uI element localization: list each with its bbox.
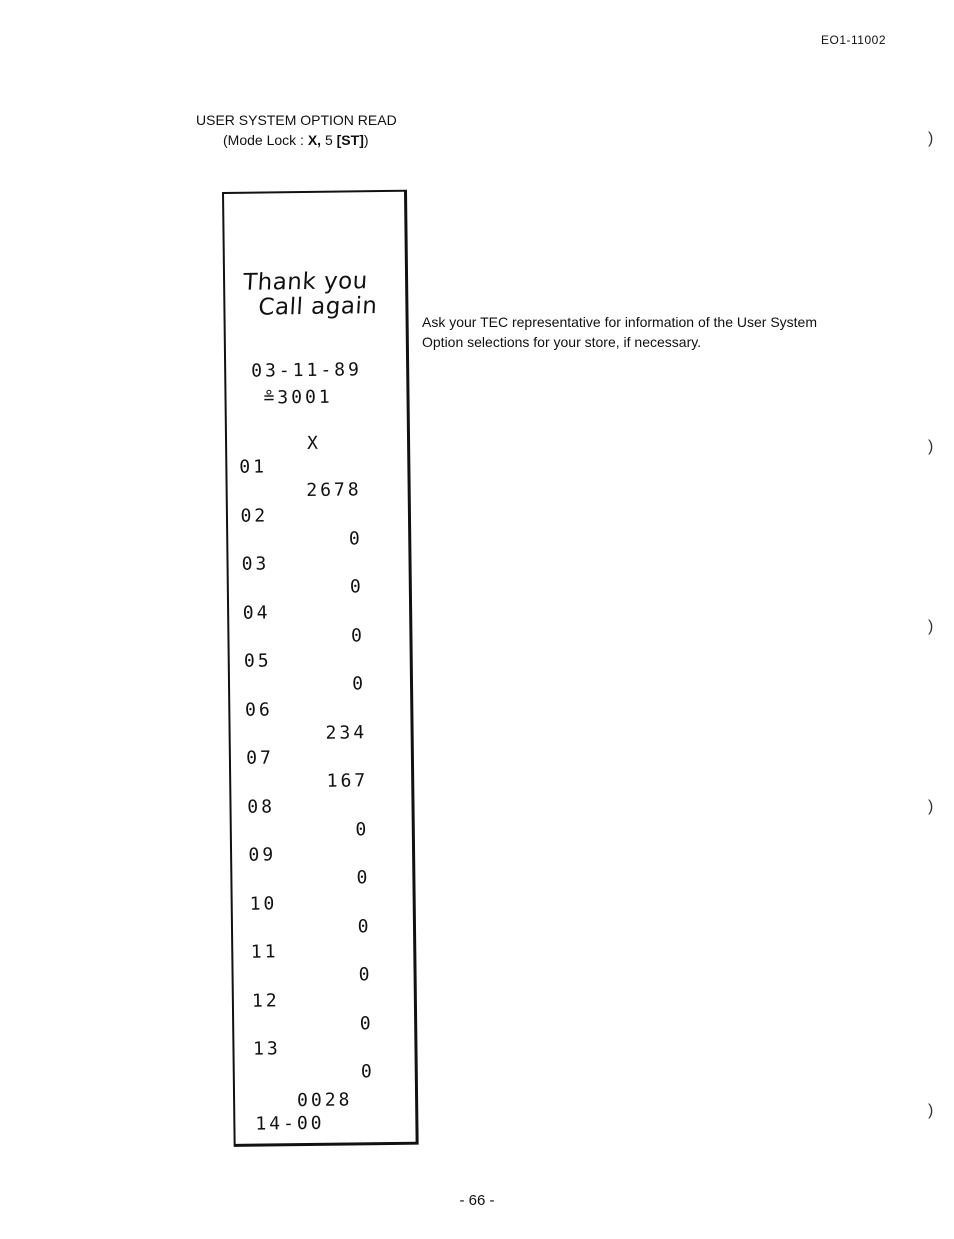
receipt-time: 14-00	[255, 1112, 325, 1135]
section-heading: USER SYSTEM OPTION READ	[196, 112, 397, 128]
receipt-consecutive-number: 0028	[296, 1089, 353, 1112]
receipt-row-code: 13	[252, 1038, 281, 1060]
mode-lock-instruction	[196, 130, 397, 150]
receipt-row-code: 06	[244, 698, 273, 721]
receipt-row-code: 10	[249, 892, 278, 915]
receipt-row-code: 12	[251, 989, 280, 1012]
receipt-row-value: 0	[352, 673, 367, 695]
mode-lock-suffix: )	[363, 132, 369, 148]
receipt-row-code: 05	[243, 650, 272, 672]
page-number: - 66 -	[459, 1192, 495, 1209]
margin-mark: )	[928, 618, 934, 635]
receipt-row-value: 0	[359, 1012, 374, 1034]
receipt-row-code: 11	[250, 941, 279, 963]
receipt-row-value: 0	[356, 867, 371, 889]
mode-lock-x: X,	[307, 132, 322, 148]
margin-mark: )	[928, 438, 934, 455]
receipt-mode: X	[306, 432, 322, 454]
receipt-row-value: 0	[357, 915, 372, 937]
receipt-row-code: 07	[246, 747, 275, 769]
receipt-row-value: 0	[358, 964, 373, 986]
margin-mark: )	[928, 798, 934, 815]
receipt-row-code: 09	[248, 844, 277, 866]
receipt-greeting-line2: Call again	[257, 293, 379, 321]
mode-lock-number: 5	[321, 132, 337, 148]
margin-mark: )	[928, 1102, 934, 1119]
receipt-row-code: 01	[239, 456, 268, 478]
receipt-row-value: 0	[348, 527, 363, 549]
mode-lock-key: [ST]	[336, 132, 364, 148]
receipt-greeting-line1: Thank you	[242, 268, 369, 296]
receipt-row-value: 234	[325, 721, 368, 744]
note-text: Ask your TEC representative for information of the User System Option selections for your store, if necessary.	[422, 314, 818, 350]
receipt-row-code: 04	[242, 601, 271, 624]
receipt-row-code: 08	[247, 795, 276, 818]
receipt-row-value: 0	[355, 818, 370, 840]
section-title	[196, 110, 397, 150]
receipt-row-value: 0	[360, 1061, 375, 1083]
receipt-printout	[222, 190, 419, 1147]
document-id: EO1-11002	[821, 33, 886, 47]
receipt-store-number: ≗3001	[263, 386, 333, 409]
receipt-row-value: 0	[350, 624, 366, 646]
receipt-date: 03-11-89	[251, 359, 363, 382]
receipt-row-code: 03	[241, 553, 270, 575]
margin-mark: )	[928, 130, 934, 147]
receipt-row-value: 0	[349, 576, 364, 598]
receipt-row-code: 02	[240, 504, 269, 527]
receipt-row-value: 167	[326, 770, 369, 792]
mode-lock-prefix: (Mode Lock :	[223, 132, 308, 148]
receipt-row-value: 2678	[306, 479, 362, 501]
